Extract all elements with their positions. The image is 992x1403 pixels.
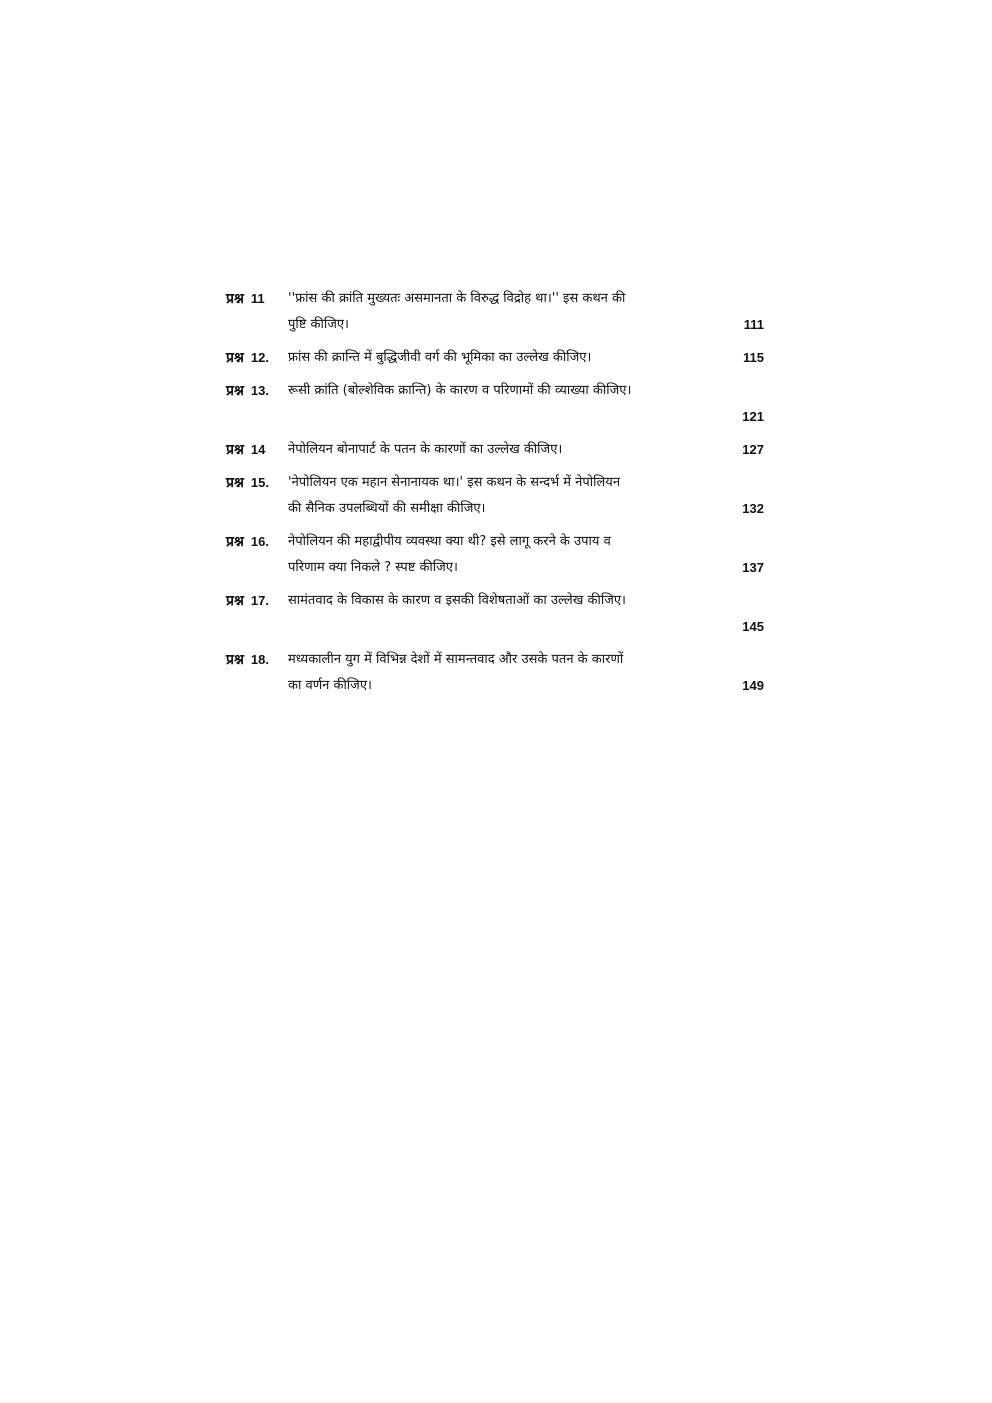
question-body [288,470,764,522]
question-text-line1: मध्यकालीन युग में विभिन्न देशों में सामन्तवाद और उसके पतन के कारणों [288,652,624,667]
toc-entry [226,588,764,640]
question-body [288,345,764,371]
question-number: 18. [250,652,269,667]
question-text-line1: 'नेपोलियन एक महान सेनानायक था।' इस कथन के सन्दर्भ में नेपोलियन [288,475,621,490]
page-number: 111 [743,317,764,332]
question-label [226,345,288,371]
question-text-line1: ''फ्रांस की क्रांति मुख्यतः असमानता के विरुद्ध विद्रोह था।'' इस कथन की [288,291,626,306]
question-number: 11 [250,291,265,306]
question-word: प्रश्न [226,383,244,399]
question-word: प्रश्न [226,652,244,668]
question-body [288,437,764,463]
toc-entry [226,437,764,463]
question-word: प्रश्न [226,442,244,458]
question-body [288,529,764,581]
page-number: 132 [742,501,764,516]
table-of-contents [226,286,764,706]
toc-entry [226,647,764,699]
question-number: 12. [250,350,269,365]
question-label [226,378,288,404]
page-number: 127 [742,442,764,457]
question-text-line2-row [288,312,764,338]
toc-entry [226,529,764,581]
toc-entry [226,286,764,338]
question-body [288,647,764,699]
question-text-line2: पुष्टि कीजिए। [288,317,349,332]
question-text-row [288,345,764,371]
page-number: 115 [743,350,764,365]
question-label [226,286,288,312]
question-text-line2: परिणाम क्या निकले ? स्पष्ट कीजिए। [288,560,458,575]
toc-entry [226,345,764,371]
question-word: प्रश्न [226,291,244,307]
page-number: 137 [742,560,764,575]
question-label [226,437,288,463]
question-text-line2: का वर्णन कीजिए। [288,678,372,693]
question-text-line2-row [288,496,764,522]
page-number: 149 [742,678,764,693]
question-text-line2-row [288,673,764,699]
question-text-line1: फ्रांस की क्रान्ति में बुद्धिजीवी वर्ग की भूमिका का उल्लेख कीजिए। [288,350,592,365]
question-label [226,470,288,496]
question-text-line2-row [288,555,764,581]
question-word: प्रश्न [226,593,244,609]
question-text-line2: की सैनिक उपलब्धियों की समीक्षा कीजिए। [288,501,486,516]
question-number: 16. [250,534,269,549]
question-body [288,588,764,640]
question-word: प्रश्न [226,534,244,550]
question-label [226,529,288,555]
question-text-line1: नेपोलियन बोनापार्ट के पतन के कारणों का उल्लेख कीजिए। [288,442,563,457]
page-number: 145 [742,619,764,634]
question-label [226,647,288,673]
question-number: 15. [250,475,269,490]
question-number: 14 [250,442,266,457]
question-word: प्रश्न [226,475,244,491]
question-body [288,286,764,338]
question-text-row [288,437,764,463]
question-text-line1: रूसी क्रांति (बोल्शेविक क्रान्ति) के कारण व परिणामों की व्याख्या कीजिए। [288,383,632,398]
question-label [226,588,288,614]
question-number: 13. [250,383,269,398]
question-word: प्रश्न [226,350,244,366]
question-body [288,378,764,430]
question-text-line1: नेपोलियन की महाद्वीपीय व्यवस्था क्या थी? इसे लागू करने के उपाय व [288,534,611,549]
toc-entry [226,470,764,522]
question-text-line1: सामंतवाद के विकास के कारण व इसकी विशेषताओं का उल्लेख कीजिए। [288,593,626,608]
page-number: 121 [742,409,764,424]
question-number: 17. [250,593,269,608]
toc-entry [226,378,764,430]
